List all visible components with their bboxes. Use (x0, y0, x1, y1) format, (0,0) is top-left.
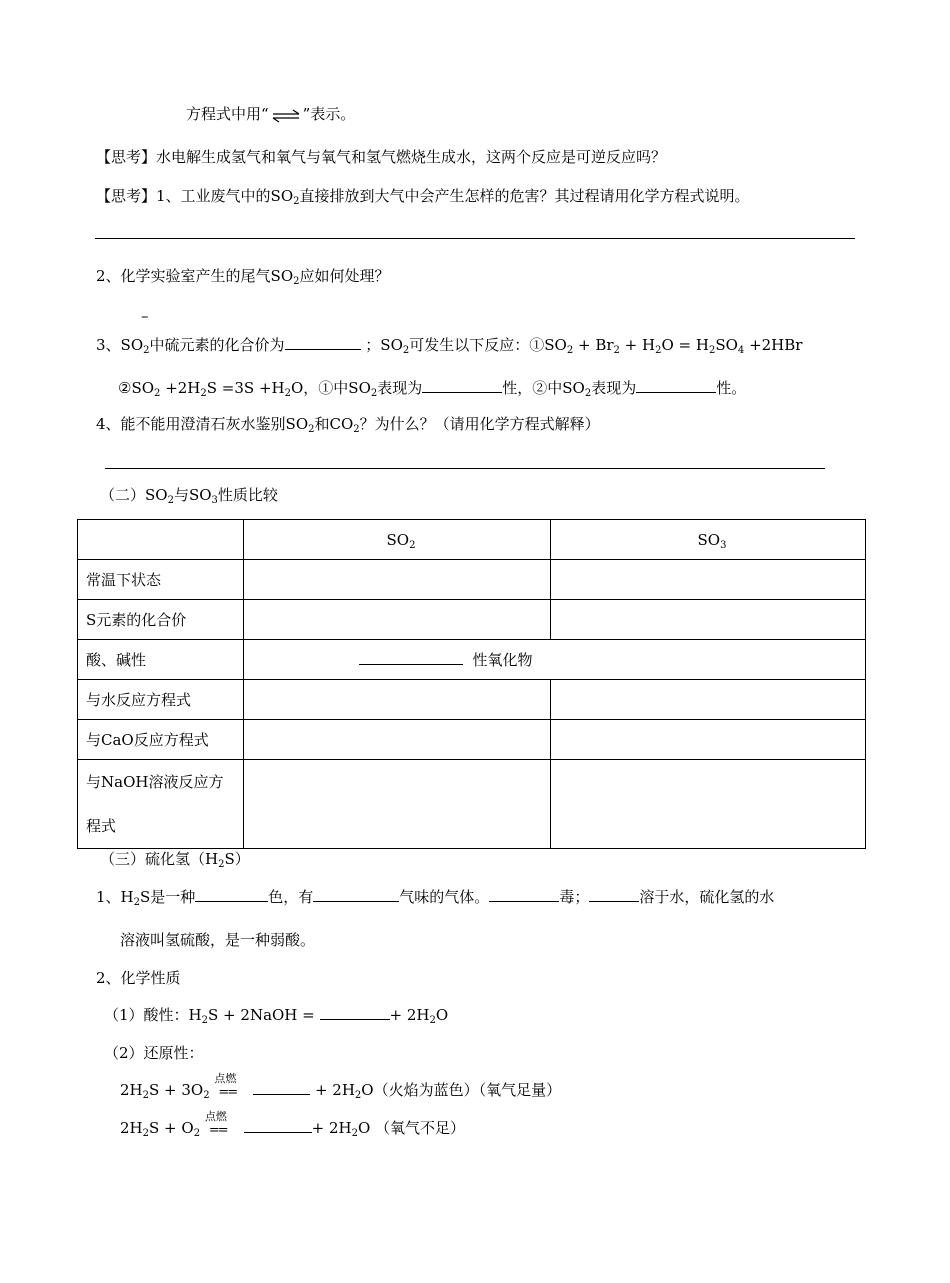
acidity-equation (104, 1005, 448, 1025)
h2s-question-1 (96, 887, 774, 907)
row-label-cao: 与CaO反应方程式 (78, 720, 244, 760)
question-text: 表现为 (377, 379, 423, 397)
condition-text: 点燃 (204, 1110, 227, 1123)
subscript: 2 (409, 539, 416, 551)
table-cell[interactable] (244, 680, 551, 720)
table-cell[interactable] (244, 720, 551, 760)
row-label-state: 常温下状态 (78, 560, 244, 600)
reaction-excess-oxygen (120, 1072, 562, 1101)
question-4 (96, 414, 600, 434)
row-label-water: 与水反应方程式 (78, 680, 244, 720)
valence-blank[interactable] (285, 335, 361, 350)
think-question-2 (96, 186, 750, 206)
table-cell[interactable] (551, 680, 866, 720)
table-row (78, 560, 866, 600)
property-blank-2[interactable] (636, 378, 716, 393)
section-3-heading (100, 849, 250, 869)
question-text: ；SO (365, 336, 403, 354)
equals-sign: == (208, 1123, 227, 1138)
table-cell[interactable] (551, 720, 866, 760)
subscript: 2 (354, 1090, 362, 1101)
equation-text: 2H (120, 1081, 143, 1099)
section-text: 性质比较 (217, 486, 278, 504)
table-cell[interactable] (551, 600, 866, 640)
question-text: 性。 (716, 379, 747, 397)
question-text: S是一种 (140, 888, 196, 906)
question-text: 4、能不能用澄清石灰水鉴别SO (96, 415, 309, 433)
odor-blank[interactable] (313, 887, 399, 902)
ignition-condition (204, 1110, 239, 1139)
ignition-condition (214, 1072, 248, 1101)
subscript: 2 (370, 388, 378, 399)
line1-pre: 方程式中用“ (186, 105, 269, 123)
question-text: ？为什么？（请用化学方程式解释） (359, 415, 600, 433)
table-cell[interactable] (244, 560, 551, 600)
question-text: SO (715, 336, 738, 354)
solubility-blank[interactable] (589, 887, 639, 902)
subscript: 2 (284, 388, 291, 399)
question-text: 气味的气体。 (399, 888, 490, 906)
table-cell-merged (244, 640, 866, 680)
subscript: 4 (737, 345, 745, 356)
question-text: +2H (165, 379, 201, 397)
stray-mark: – (141, 307, 149, 325)
subscript: 2 (293, 196, 300, 207)
oxide-type-blank[interactable] (359, 650, 463, 665)
equation-text: + 2H (311, 1119, 352, 1137)
color-blank[interactable] (195, 887, 268, 902)
row-label-acidity: 酸、碱性 (78, 640, 244, 680)
subscript: 2 (143, 345, 150, 356)
subscript: 2 (655, 345, 662, 356)
subscript: 2 (584, 388, 592, 399)
acid-product-blank[interactable] (320, 1005, 390, 1020)
question-text: 1、H (96, 888, 134, 906)
subscript: 2 (203, 1090, 210, 1101)
answer-line (105, 468, 825, 469)
subscript: 2 (351, 1128, 358, 1139)
question-text: 应如何处理？ (299, 267, 390, 285)
section-text: S） (224, 850, 250, 868)
think-text: 1、工业废气中的SO (156, 187, 294, 205)
equation-text: + 2H (389, 1006, 430, 1024)
subscript: 2 (200, 388, 207, 399)
question-2 (96, 266, 390, 286)
table-cell[interactable] (244, 600, 551, 640)
subscript: 2 (133, 897, 140, 908)
col-so3: $SO_3$ (551, 520, 866, 560)
question-text: O = H (661, 336, 709, 354)
question-text: + H (624, 336, 656, 354)
equation-text: 2H (120, 1119, 143, 1137)
equation-text: O（火焰为蓝色）（氧气足量） (361, 1081, 562, 1099)
think-text: 水电解生成氢气和氧气与氧气和氢气燃烧生成水，这两个反应是可逆反应吗？ (156, 148, 667, 166)
question-3-line2 (118, 378, 746, 398)
subscript: 2 (613, 345, 620, 356)
reducibility-heading: （2）还原性： (104, 1044, 204, 1062)
subscript: 2 (293, 276, 300, 287)
subscript: 2 (167, 495, 174, 506)
equation-text: S + O (149, 1119, 194, 1137)
section-text: （三）硫化氢（H (100, 850, 219, 868)
subscript: 2 (353, 424, 360, 435)
equation-text: + 2H (314, 1081, 355, 1099)
subscript: 2 (708, 345, 716, 356)
question-text: ②SO (118, 379, 155, 397)
question-text: 色，有 (268, 888, 314, 906)
table-cell[interactable] (551, 560, 866, 600)
chem-properties-heading: 2、化学性质 (96, 969, 181, 987)
condition-text: 点燃 (214, 1072, 237, 1085)
subscript: 3 (211, 495, 218, 506)
answer-line (95, 238, 855, 239)
question-text: O，①中SO (291, 379, 371, 397)
question-text: + Br (577, 336, 614, 354)
row-label-text: 与NaOH溶液反应方 (86, 773, 224, 791)
subscript: 2 (402, 345, 410, 356)
question-text: 表现为 (591, 379, 637, 397)
subscript: 2 (218, 859, 225, 870)
reversible-arrow-icon (269, 105, 303, 125)
question-text: 毒； (559, 888, 590, 906)
subscript: 2 (308, 424, 315, 435)
question-text: 可发生以下反应：①SO (409, 336, 567, 354)
question-text: 3、SO (96, 336, 144, 354)
subscript: 2 (566, 345, 574, 356)
table-cell (78, 520, 244, 560)
equals-sign: == (218, 1085, 237, 1100)
equation-text: （1）酸性：H (104, 1006, 202, 1024)
question-text: 中硫元素的化合价为 (149, 336, 285, 354)
subscript: 2 (201, 1015, 209, 1026)
comparison-table (77, 519, 866, 849)
section-text: （二）SO (100, 486, 168, 504)
product-blank-1[interactable] (253, 1080, 310, 1095)
question-text: 性，②中SO (502, 379, 585, 397)
row-label-text: 程式 (86, 817, 117, 835)
subscript: 2 (429, 1015, 436, 1026)
subscript: 3 (720, 539, 727, 551)
table-row (78, 640, 866, 680)
h2s-question-1-cont: 溶液叫氢硫酸，是一种弱酸。 (120, 931, 316, 949)
table-row (78, 520, 866, 560)
question-text: 溶于水，硫化氢的水 (639, 888, 775, 906)
table-cell[interactable] (244, 760, 551, 849)
reaction-limited-oxygen (120, 1110, 466, 1139)
equation-text: O （氧气不足） (357, 1119, 466, 1137)
think-label: 【思考】 (96, 148, 157, 166)
reversible-sign-line (186, 104, 355, 125)
subscript: 2 (193, 1128, 201, 1139)
oxide-type-text: 性氧化物 (472, 651, 533, 669)
question-text: 2、化学实验室产生的尾气SO (96, 267, 294, 285)
subscript: 2 (154, 388, 161, 399)
col-so2: $SO_2$ (244, 520, 551, 560)
section-2-heading (100, 485, 278, 505)
think-question-1 (96, 147, 666, 167)
table-row (78, 760, 866, 849)
question-text: +2HBr (749, 336, 803, 354)
think-text: 直接排放到大气中会产生怎样的危害？其过程请用化学方程式说明。 (299, 187, 750, 205)
equation-text: O (435, 1006, 449, 1024)
line1-post: ”表示。 (302, 105, 356, 123)
table-row (78, 680, 866, 720)
question-text: 和CO (314, 415, 354, 433)
subscript: 2 (142, 1128, 149, 1139)
equation-text: S + 3O (149, 1081, 204, 1099)
section-text: 与SO (173, 486, 212, 504)
product-blank-2[interactable] (244, 1118, 312, 1133)
row-label-naoh (78, 760, 244, 849)
table-row (78, 720, 866, 760)
table-cell[interactable] (551, 760, 866, 849)
think-label: 【思考】 (96, 187, 157, 205)
question-text: S =3S +H (206, 379, 285, 397)
row-label-valence: S元素的化合价 (78, 600, 244, 640)
property-blank-1[interactable] (422, 378, 502, 393)
question-3 (96, 335, 802, 355)
subscript: 2 (142, 1090, 149, 1101)
table-row (78, 600, 866, 640)
equation-text: S + 2NaOH = (208, 1006, 320, 1024)
toxicity-blank[interactable] (489, 887, 559, 902)
